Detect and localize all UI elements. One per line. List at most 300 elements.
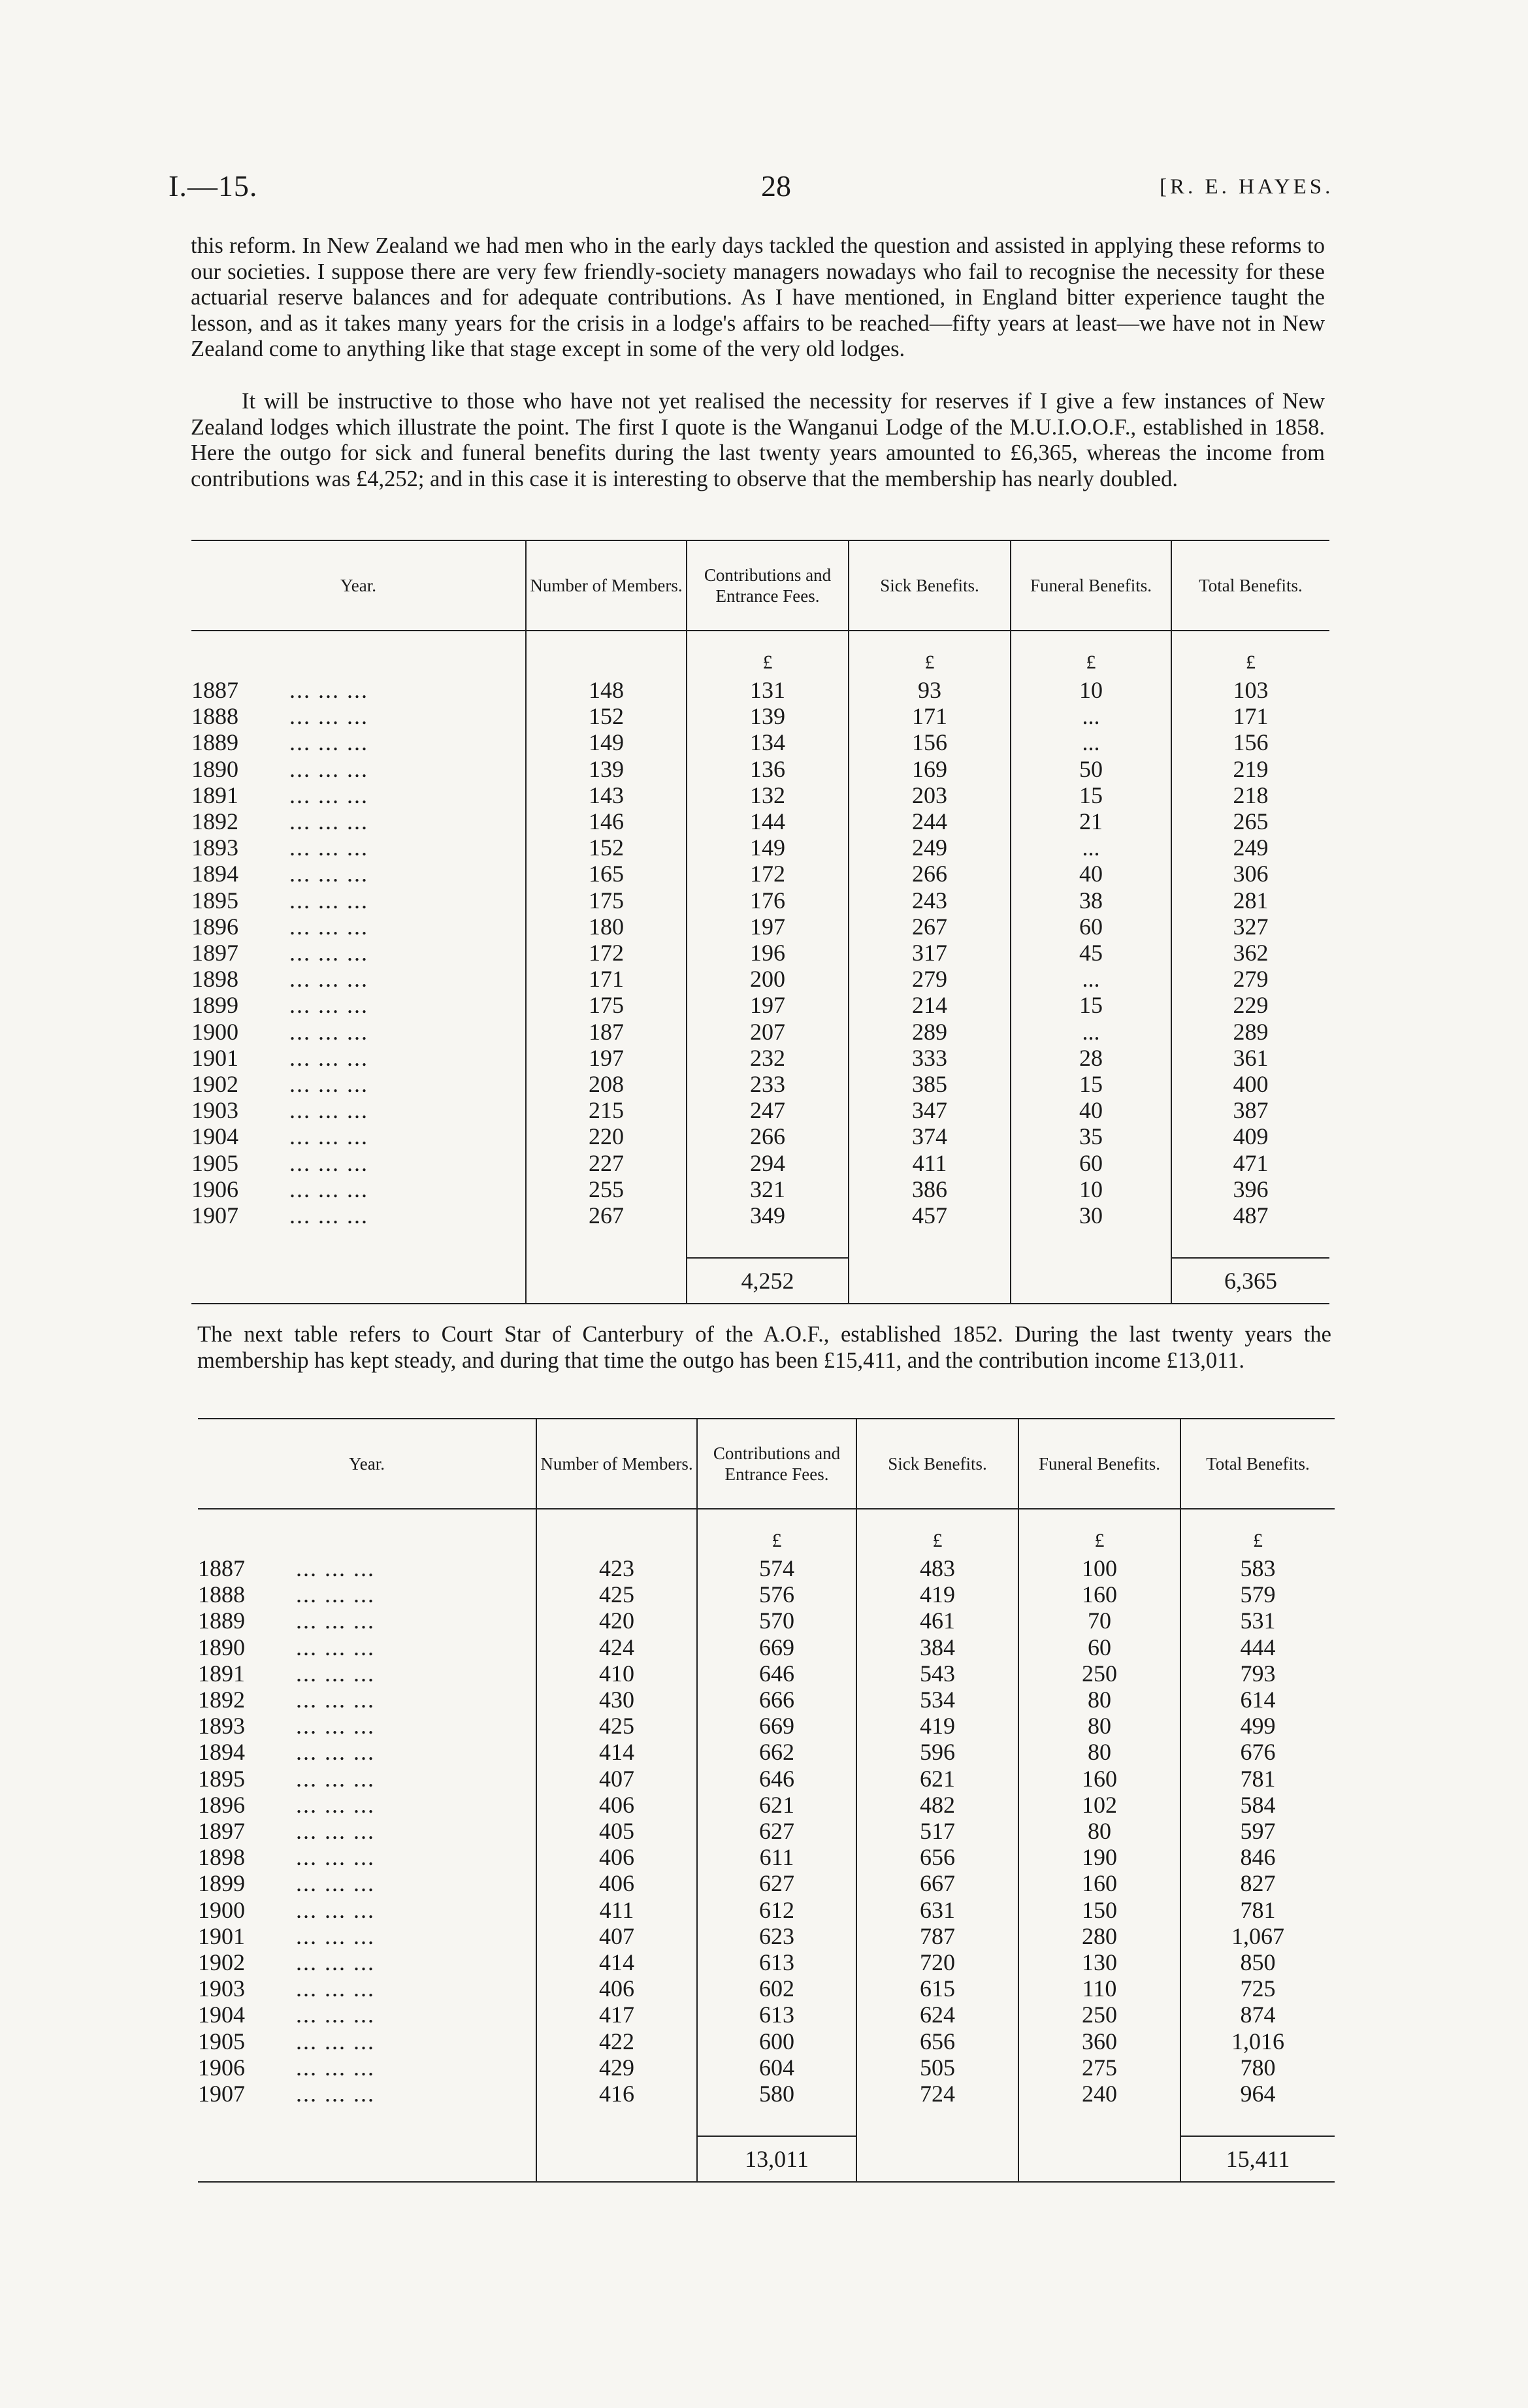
spacer-cell xyxy=(849,1229,1011,1243)
year-value: 1902 xyxy=(191,1071,238,1098)
value-cell: 604 xyxy=(697,2054,856,2081)
value-cell: 10 xyxy=(1011,1176,1171,1202)
year-value: 1892 xyxy=(191,808,238,835)
spacer-row xyxy=(191,1229,1329,1243)
year-cell xyxy=(191,782,526,808)
year-cell xyxy=(191,1071,526,1097)
year-cell xyxy=(198,2028,536,2054)
table-row xyxy=(191,966,1329,992)
value-cell: 580 xyxy=(697,2081,856,2107)
unit-cell: £ xyxy=(1011,631,1171,677)
value-cell: 505 xyxy=(856,2054,1018,2081)
year-value: 1900 xyxy=(191,1018,238,1045)
value-cell: 596 xyxy=(856,1739,1018,1765)
value-cell: 150 xyxy=(1018,1897,1180,1923)
table-row xyxy=(198,2002,1335,2028)
value-cell: 279 xyxy=(849,966,1011,992)
unit-cell xyxy=(191,631,526,677)
value-cell: 1,067 xyxy=(1180,1923,1335,1949)
year-value: 1899 xyxy=(191,992,238,1019)
year-cell xyxy=(191,1045,526,1071)
value-cell: 152 xyxy=(526,703,687,729)
table-row xyxy=(191,703,1329,729)
value-cell: 531 xyxy=(1180,1608,1335,1634)
value-cell: 279 xyxy=(1171,966,1329,992)
value-cell: 781 xyxy=(1180,1897,1335,1923)
value-cell: 414 xyxy=(536,1949,697,1975)
value-cell: 543 xyxy=(856,1660,1018,1687)
dot-leader: ... ... ... xyxy=(289,940,368,966)
value-cell: 419 xyxy=(856,1713,1018,1739)
value-cell: 15 xyxy=(1011,1071,1171,1097)
value-cell: 250 xyxy=(1018,1660,1180,1687)
dot-leader: ... ... ... xyxy=(289,1176,368,1202)
dot-leader: ... ... ... xyxy=(289,887,368,914)
table-row xyxy=(198,1555,1335,1581)
unit-cell xyxy=(536,1509,697,1555)
table-row xyxy=(198,1949,1335,1975)
value-cell: 374 xyxy=(849,1123,1011,1149)
value-cell: 631 xyxy=(856,1897,1018,1923)
year-value: 1898 xyxy=(191,966,238,993)
value-cell: 171 xyxy=(849,703,1011,729)
value-cell: 384 xyxy=(856,1634,1018,1660)
table-row xyxy=(198,1818,1335,1844)
value-cell: 130 xyxy=(1018,1949,1180,1975)
table-row xyxy=(198,2081,1335,2107)
total-value: 6,365 xyxy=(1172,1257,1329,1294)
value-cell: 15 xyxy=(1011,782,1171,808)
value-cell: 386 xyxy=(849,1176,1011,1202)
value-cell: 255 xyxy=(526,1176,687,1202)
value-cell: 362 xyxy=(1171,940,1329,966)
value-cell: 139 xyxy=(687,703,849,729)
units-row xyxy=(198,1509,1335,1555)
dot-leader: ... ... ... xyxy=(296,1739,375,1766)
dot-leader: ... ... ... xyxy=(289,1018,368,1045)
unit-cell: £ xyxy=(697,1509,856,1555)
value-cell: 175 xyxy=(526,992,687,1018)
table-row xyxy=(198,1766,1335,1792)
value-cell: 165 xyxy=(526,861,687,887)
value-cell: 611 xyxy=(697,1844,856,1870)
value-cell: 40 xyxy=(1011,1097,1171,1123)
table-row xyxy=(191,782,1329,808)
year-value: 1907 xyxy=(191,1202,238,1229)
year-cell xyxy=(198,1555,536,1581)
year-value: 1902 xyxy=(198,1949,245,1976)
year-value: 1906 xyxy=(191,1176,238,1202)
value-cell: 656 xyxy=(856,1844,1018,1870)
value-cell: 317 xyxy=(849,940,1011,966)
table-row xyxy=(198,1634,1335,1660)
value-cell: 360 xyxy=(1018,2028,1180,2054)
dot-leader: ... ... ... xyxy=(296,1896,375,1923)
paragraph-3: The next table refers to Court Star of Canterbury of the A.O.F., established 1852. During the last twenty years the membership has kept steady, and during that time the outgo has been £15,411, and the contribution income £13,011. xyxy=(197,1322,1331,1373)
column-header: Funeral Benefits. xyxy=(1018,1419,1180,1509)
dot-leader: ... ... ... xyxy=(296,1922,375,1949)
year-value: 1903 xyxy=(191,1097,238,1124)
year-cell xyxy=(191,914,526,940)
value-cell: 621 xyxy=(697,1792,856,1818)
value-cell: 471 xyxy=(1171,1150,1329,1176)
table-row xyxy=(191,1045,1329,1071)
value-cell: 196 xyxy=(687,940,849,966)
year-value: 1890 xyxy=(198,1634,245,1660)
table-row xyxy=(198,1739,1335,1765)
year-cell xyxy=(191,992,526,1018)
column-header: Number of Members. xyxy=(526,540,687,631)
value-cell: 646 xyxy=(697,1660,856,1687)
dot-leader: ... ... ... xyxy=(296,1818,375,1845)
value-cell: 169 xyxy=(849,756,1011,782)
dot-leader: ... ... ... xyxy=(289,1097,368,1124)
dot-leader: ... ... ... xyxy=(296,1581,375,1608)
year-value: 1891 xyxy=(198,1660,245,1687)
year-cell xyxy=(191,1019,526,1045)
value-cell: 666 xyxy=(697,1687,856,1713)
year-cell xyxy=(198,1581,536,1608)
year-cell xyxy=(191,1202,526,1229)
value-cell: 534 xyxy=(856,1687,1018,1713)
year-cell xyxy=(191,966,526,992)
value-cell: 160 xyxy=(1018,1870,1180,1896)
year-cell xyxy=(191,861,526,887)
value-cell: 846 xyxy=(1180,1844,1335,1870)
table-row xyxy=(191,756,1329,782)
year-value: 1905 xyxy=(191,1149,238,1176)
table-row xyxy=(198,1923,1335,1949)
value-cell: 827 xyxy=(1180,1870,1335,1896)
dot-leader: ... ... ... xyxy=(296,1870,375,1897)
year-value: 1899 xyxy=(198,1870,245,1897)
value-cell: 406 xyxy=(536,1975,697,2002)
table-row xyxy=(191,1150,1329,1176)
empty-cell xyxy=(1018,2121,1180,2182)
value-cell: 218 xyxy=(1171,782,1329,808)
dot-leader: ... ... ... xyxy=(289,703,368,730)
column-header: Total Benefits. xyxy=(1180,1419,1335,1509)
dot-leader: ... ... ... xyxy=(296,2028,375,2054)
empty-cell xyxy=(856,2121,1018,2182)
value-cell: 247 xyxy=(687,1097,849,1123)
table-row xyxy=(198,1608,1335,1634)
spacer-cell xyxy=(198,2107,536,2121)
year-cell xyxy=(198,1713,536,1739)
spacer-cell xyxy=(1011,1229,1171,1243)
total-value: 4,252 xyxy=(687,1257,848,1294)
value-cell: 281 xyxy=(1171,887,1329,914)
value-cell: 662 xyxy=(697,1739,856,1765)
year-value: 1896 xyxy=(191,913,238,940)
dot-leader: ... ... ... xyxy=(296,1975,375,2002)
dot-leader: ... ... ... xyxy=(289,729,368,756)
table-row xyxy=(198,1792,1335,1818)
year-cell xyxy=(191,940,526,966)
year-value: 1904 xyxy=(191,1123,238,1150)
value-cell: 624 xyxy=(856,2002,1018,2028)
page-number: 28 xyxy=(761,169,791,203)
dot-leader: ... ... ... xyxy=(296,1608,375,1634)
value-cell: 172 xyxy=(687,861,849,887)
value-cell: ... xyxy=(1011,729,1171,755)
year-value: 1894 xyxy=(191,861,238,887)
spacer-cell xyxy=(526,1229,687,1243)
dot-leader: ... ... ... xyxy=(296,1634,375,1660)
value-cell: 143 xyxy=(526,782,687,808)
year-cell xyxy=(191,1097,526,1123)
dot-leader: ... ... ... xyxy=(289,1149,368,1176)
value-cell: 429 xyxy=(536,2054,697,2081)
value-cell: 146 xyxy=(526,808,687,834)
table-row xyxy=(191,1176,1329,1202)
year-value: 1894 xyxy=(198,1739,245,1766)
value-cell: 102 xyxy=(1018,1792,1180,1818)
year-cell xyxy=(198,1975,536,2002)
value-cell: 289 xyxy=(849,1019,1011,1045)
value-cell: 132 xyxy=(687,782,849,808)
table-row xyxy=(198,1581,1335,1608)
totals-row xyxy=(191,1243,1329,1304)
value-cell: 780 xyxy=(1180,2054,1335,2081)
table-row xyxy=(198,1897,1335,1923)
value-cell: 229 xyxy=(1171,992,1329,1018)
value-cell: 144 xyxy=(687,808,849,834)
year-value: 1896 xyxy=(198,1791,245,1818)
value-cell: 280 xyxy=(1018,1923,1180,1949)
value-cell: 483 xyxy=(856,1555,1018,1581)
value-cell: 482 xyxy=(856,1792,1018,1818)
unit-cell: £ xyxy=(687,631,849,677)
value-cell: 725 xyxy=(1180,1975,1335,2002)
value-cell: 414 xyxy=(536,1739,697,1765)
value-cell: 176 xyxy=(687,887,849,914)
unit-cell xyxy=(198,1509,536,1555)
dot-leader: ... ... ... xyxy=(289,861,368,887)
value-cell: 233 xyxy=(687,1071,849,1097)
value-cell: 267 xyxy=(526,1202,687,1229)
value-cell: 422 xyxy=(536,2028,697,2054)
value-cell: 80 xyxy=(1018,1739,1180,1765)
value-cell: 411 xyxy=(849,1150,1011,1176)
year-value: 1895 xyxy=(198,1765,245,1792)
value-cell: 110 xyxy=(1018,1975,1180,2002)
total-cell xyxy=(1180,2121,1335,2182)
value-cell: 361 xyxy=(1171,1045,1329,1071)
value-cell: 584 xyxy=(1180,1792,1335,1818)
value-cell: 265 xyxy=(1171,808,1329,834)
value-cell: 517 xyxy=(856,1818,1018,1844)
spacer-cell xyxy=(687,1229,849,1243)
value-cell: 406 xyxy=(536,1870,697,1896)
column-header: Year. xyxy=(348,1454,385,1474)
total-cell xyxy=(687,1243,849,1304)
dot-leader: ... ... ... xyxy=(289,755,368,782)
table-row xyxy=(191,1202,1329,1229)
value-cell: 197 xyxy=(687,914,849,940)
value-cell: 100 xyxy=(1018,1555,1180,1581)
table-body xyxy=(191,631,1329,1304)
value-cell: 669 xyxy=(697,1713,856,1739)
table-header-row xyxy=(198,1419,1335,1509)
value-cell: 50 xyxy=(1011,756,1171,782)
table-row xyxy=(198,1713,1335,1739)
year-value: 1893 xyxy=(191,834,238,861)
dot-leader: ... ... ... xyxy=(296,1949,375,1976)
value-cell: 21 xyxy=(1011,808,1171,834)
value-cell: 407 xyxy=(536,1923,697,1949)
unit-cell: £ xyxy=(1171,631,1329,677)
year-cell xyxy=(198,1870,536,1896)
year-cell xyxy=(198,2054,536,2081)
total-cell xyxy=(1171,1243,1329,1304)
table-row xyxy=(198,2028,1335,2054)
total-value: 15,411 xyxy=(1181,2136,1335,2172)
value-cell: 656 xyxy=(856,2028,1018,2054)
column-header: Funeral Benefits. xyxy=(1011,540,1171,631)
year-value: 1889 xyxy=(191,729,238,756)
value-cell: 576 xyxy=(697,1581,856,1608)
value-cell: 583 xyxy=(1180,1555,1335,1581)
totals-row xyxy=(198,2121,1335,2182)
value-cell: 615 xyxy=(856,1975,1018,2002)
year-cell xyxy=(198,1818,536,1844)
value-cell: 227 xyxy=(526,1150,687,1176)
value-cell: ... xyxy=(1011,703,1171,729)
dot-leader: ... ... ... xyxy=(289,913,368,940)
value-cell: 676 xyxy=(1180,1739,1335,1765)
empty-cell xyxy=(1011,1243,1171,1304)
table-body xyxy=(198,1509,1335,2182)
value-cell: 250 xyxy=(1018,2002,1180,2028)
table-row xyxy=(191,729,1329,755)
dot-leader: ... ... ... xyxy=(289,1044,368,1071)
value-cell: 240 xyxy=(1018,2081,1180,2107)
value-cell: 266 xyxy=(849,861,1011,887)
year-value: 1900 xyxy=(198,1896,245,1923)
value-cell: 149 xyxy=(687,834,849,861)
value-cell: 430 xyxy=(536,1687,697,1713)
year-cell xyxy=(198,1949,536,1975)
value-cell: 136 xyxy=(687,756,849,782)
value-cell: 667 xyxy=(856,1870,1018,1896)
unit-cell: £ xyxy=(1180,1509,1335,1555)
table-row xyxy=(191,808,1329,834)
dot-leader: ... ... ... xyxy=(296,1791,375,1818)
value-cell: 423 xyxy=(536,1555,697,1581)
value-cell: 416 xyxy=(536,2081,697,2107)
table-row xyxy=(191,940,1329,966)
value-cell: 349 xyxy=(687,1202,849,1229)
year-cell xyxy=(191,677,526,703)
year-value: 1904 xyxy=(198,2002,245,2028)
year-value: 1903 xyxy=(198,1975,245,2002)
table-row xyxy=(198,1844,1335,1870)
value-cell: 208 xyxy=(526,1071,687,1097)
value-cell: 156 xyxy=(849,729,1011,755)
year-cell xyxy=(191,1150,526,1176)
year-cell xyxy=(191,756,526,782)
empty-cell xyxy=(849,1243,1011,1304)
paragraph-1: this reform. In New Zealand we had men who in the early days tackled the question and assisted in applying these reforms to our societies. I suppose there are very few friendly-society managers nowadays who fail to recognise the necessity for these actuarial reserve balances and for adequate contributions. As I have mentioned, in England bitter experience taught the lesson, and as it takes many years for the crisis in a lodge's affairs to be reached—fifty years at least—we have not in New Zealand come to anything like that stage except in some of the very old lodges. xyxy=(191,233,1325,361)
value-cell: 724 xyxy=(856,2081,1018,2107)
year-cell xyxy=(198,1923,536,1949)
table-row xyxy=(191,992,1329,1018)
total-value: 13,011 xyxy=(698,2136,856,2172)
value-cell: 80 xyxy=(1018,1818,1180,1844)
empty-cell xyxy=(536,2121,697,2182)
value-cell: 10 xyxy=(1011,677,1171,703)
dot-leader: ... ... ... xyxy=(296,2002,375,2028)
value-cell: 669 xyxy=(697,1634,856,1660)
column-header: Contributions and Entrance Fees. xyxy=(697,1419,856,1509)
value-cell: 220 xyxy=(526,1123,687,1149)
value-cell: 214 xyxy=(849,992,1011,1018)
value-cell: 614 xyxy=(1180,1687,1335,1713)
year-value: 1889 xyxy=(198,1608,245,1634)
year-cell xyxy=(198,1687,536,1713)
spacer-cell xyxy=(697,2107,856,2121)
dot-leader: ... ... ... xyxy=(289,1202,368,1229)
value-cell: 627 xyxy=(697,1870,856,1896)
year-value: 1888 xyxy=(191,703,238,730)
column-header: Sick Benefits. xyxy=(849,540,1011,631)
column-header: Sick Benefits. xyxy=(856,1419,1018,1509)
value-cell: 874 xyxy=(1180,2002,1335,2028)
year-value: 1897 xyxy=(191,940,238,966)
value-cell: 60 xyxy=(1011,1150,1171,1176)
value-cell: 574 xyxy=(697,1555,856,1581)
table-row xyxy=(198,1687,1335,1713)
value-cell: 613 xyxy=(697,1949,856,1975)
spacer-row xyxy=(198,2107,1335,2121)
year-cell xyxy=(198,1608,536,1634)
value-cell: 244 xyxy=(849,808,1011,834)
year-cell xyxy=(191,1123,526,1149)
year-cell xyxy=(198,1766,536,1792)
year-value: 1887 xyxy=(191,677,238,703)
value-cell: 200 xyxy=(687,966,849,992)
dot-leader: ... ... ... xyxy=(296,1555,375,1581)
value-cell: 171 xyxy=(526,966,687,992)
value-cell: 457 xyxy=(849,1202,1011,1229)
year-cell xyxy=(191,887,526,914)
unit-cell: £ xyxy=(856,1509,1018,1555)
year-value: 1897 xyxy=(198,1818,245,1845)
value-cell: 487 xyxy=(1171,1202,1329,1229)
value-cell: 597 xyxy=(1180,1818,1335,1844)
column-header: Total Benefits. xyxy=(1171,540,1329,631)
dot-leader: ... ... ... xyxy=(296,1687,375,1713)
court-star-of-canterbury-table xyxy=(198,1418,1335,2183)
value-cell: 623 xyxy=(697,1923,856,1949)
value-cell: 294 xyxy=(687,1150,849,1176)
value-cell: 219 xyxy=(1171,756,1329,782)
year-value: 1901 xyxy=(198,1922,245,1949)
year-value: 1905 xyxy=(198,2028,245,2054)
value-cell: 306 xyxy=(1171,861,1329,887)
year-value: 1906 xyxy=(198,2054,245,2081)
value-cell: 103 xyxy=(1171,677,1329,703)
value-cell: 627 xyxy=(697,1818,856,1844)
total-cell xyxy=(697,2121,856,2182)
value-cell: 850 xyxy=(1180,1949,1335,1975)
wanganui-lodge-table xyxy=(191,540,1329,1304)
table-row xyxy=(191,1071,1329,1097)
value-cell: 28 xyxy=(1011,1045,1171,1071)
year-value: 1895 xyxy=(191,887,238,914)
value-cell: 70 xyxy=(1018,1608,1180,1634)
